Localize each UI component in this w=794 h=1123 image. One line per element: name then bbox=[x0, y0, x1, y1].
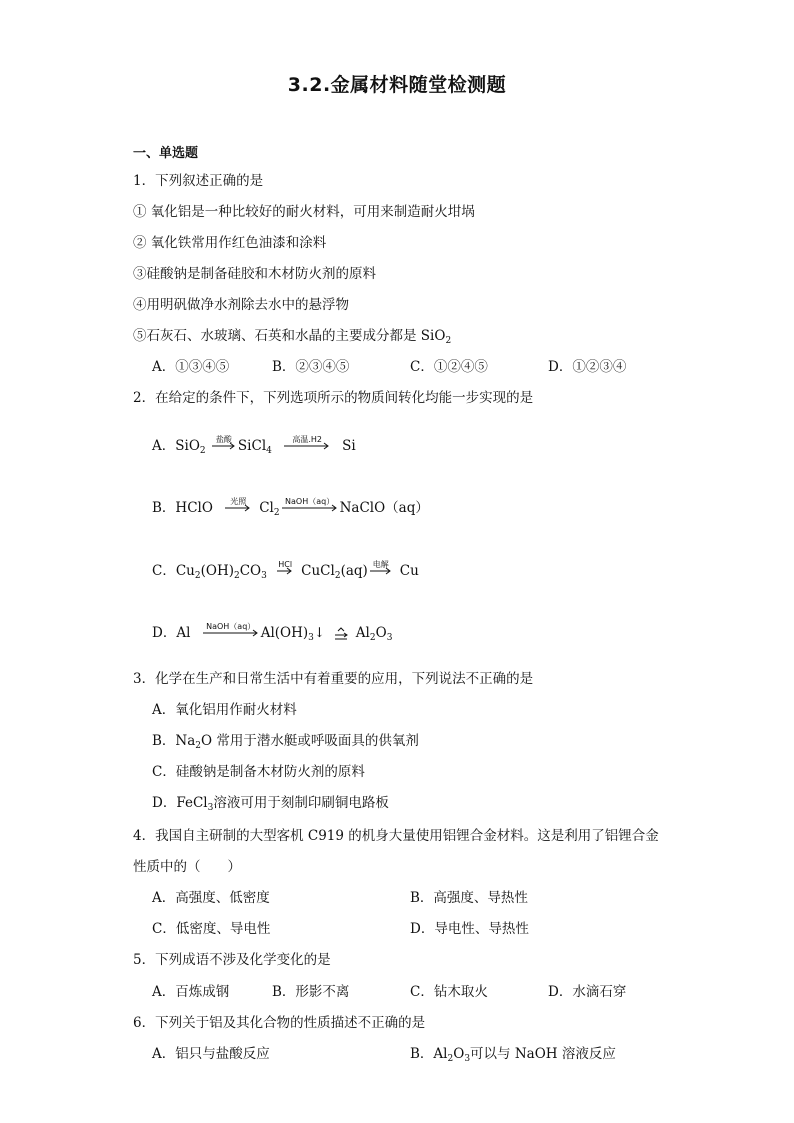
q2-c-sub-2: 2 bbox=[233, 571, 240, 581]
reaction-arrow bbox=[282, 497, 338, 512]
q2-b-product-2: NaClO（aq） bbox=[339, 500, 429, 516]
q4-stem-line-2: 性质中的（ ） bbox=[133, 859, 241, 875]
q2-d-precipitate: ↓ bbox=[313, 625, 326, 641]
q3-b-post: O 常用于潜水艇或呼吸面具的供氧剂 bbox=[201, 733, 419, 749]
q3-option-b bbox=[152, 731, 419, 751]
q3-d-pre: D．FeCl bbox=[152, 795, 208, 811]
q1-option-c: C．①②④⑤ bbox=[410, 359, 488, 375]
q1-option-d: D．①②③④ bbox=[548, 359, 627, 375]
q3-option-c: C．硅酸钠是制备木材防火剂的原料 bbox=[152, 764, 365, 780]
q6-stem: 6．下列关于铝及其化合物的性质描述不正确的是 bbox=[133, 1015, 426, 1031]
q1-s5-sub: 2 bbox=[445, 336, 452, 346]
q2-d-product-1-sub: 3 bbox=[308, 633, 314, 643]
q4-option-b: B．高强度、导热性 bbox=[410, 890, 528, 906]
q1-statement-2: ② 氧化铁常用作红色油漆和涂料 bbox=[133, 235, 327, 251]
q2-a-cond-1: 盐酸 bbox=[215, 435, 232, 444]
q2-c-reactant-c: CO bbox=[239, 563, 262, 579]
q4-stem-line-1: 4．我国自主研制的大型客机 C919 的机身大量使用铝锂合金材料。这是利用了铝锂合金 bbox=[133, 828, 659, 844]
q2-a-product-2: Si bbox=[342, 438, 356, 454]
q2-a-reactant-sub: 2 bbox=[199, 446, 206, 456]
q2-option-b bbox=[152, 498, 429, 518]
q6-b-post: 可以与 NaOH 溶液反应 bbox=[470, 1046, 616, 1062]
q2-c-product-1-state: (aq) bbox=[340, 563, 368, 579]
q4-option-a: A．高强度、低密度 bbox=[152, 890, 270, 906]
q5-stem: 5．下列成语不涉及化学变化的是 bbox=[133, 952, 331, 968]
reaction-arrow bbox=[212, 435, 236, 450]
q1-option-a: A．①③④⑤ bbox=[152, 359, 230, 375]
q3-option-d bbox=[152, 793, 389, 813]
q2-a-reactant: SiO bbox=[175, 438, 200, 454]
q1-option-b: B．②③④⑤ bbox=[272, 359, 350, 375]
q1-statement-5 bbox=[133, 326, 451, 346]
q1-statement-4: ④用明矾做净水剂除去水中的悬浮物 bbox=[133, 297, 349, 313]
q2-d-label: D． bbox=[152, 625, 177, 641]
q5-option-a: A．百炼成钢 bbox=[152, 984, 230, 1000]
q4-option-d: D．导电性、导热性 bbox=[410, 921, 529, 937]
q2-c-label: C． bbox=[152, 563, 176, 579]
q3-d-post: 溶液可用于刻制印刷铜电路板 bbox=[213, 795, 389, 811]
page-title: 3.2.金属材料随堂检测题 bbox=[287, 74, 507, 96]
q3-option-a: A．氧化铝用作耐火材料 bbox=[152, 702, 297, 718]
q2-b-label: B． bbox=[152, 500, 176, 516]
q2-c-reactant: Cu bbox=[175, 563, 195, 579]
q2-stem: 2．在给定的条件下，下列选项所示的物质间转化均能一步实现的是 bbox=[133, 390, 534, 406]
q2-b-product-1: Cl bbox=[259, 500, 274, 516]
q2-b-product-1-sub: 2 bbox=[273, 508, 280, 518]
q5-option-d: D．水滴石穿 bbox=[548, 984, 627, 1000]
q6-b-mid: O bbox=[453, 1046, 465, 1062]
q2-option-d bbox=[152, 623, 392, 643]
section-heading: 一、单选题 bbox=[133, 146, 199, 161]
q2-c-product-1: CuCl bbox=[301, 563, 335, 579]
q2-c-reactant-b: (OH) bbox=[200, 563, 234, 579]
q4-option-c: C．低密度、导电性 bbox=[152, 921, 271, 937]
q2-c-sub-1: 2 bbox=[194, 571, 201, 581]
reaction-arrow bbox=[284, 435, 330, 450]
q6-b-sub-2: 3 bbox=[464, 1054, 471, 1064]
q2-d-product-2-sub-2: 3 bbox=[386, 633, 393, 643]
q2-a-cond-2: 高温.H2 bbox=[292, 435, 322, 444]
q2-b-cond-1: 光照 bbox=[230, 497, 247, 506]
q3-b-pre: B．Na bbox=[152, 733, 196, 749]
q5-option-b: B．形影不离 bbox=[272, 984, 350, 1000]
q5-option-c: C．钻木取火 bbox=[410, 984, 488, 1000]
q6-b-pre: B．Al bbox=[410, 1046, 448, 1062]
q2-c-sub-3: 3 bbox=[261, 571, 267, 581]
q3-stem: 3．化学在生产和日常生活中有着重要的应用，下列说法不正确的是 bbox=[133, 671, 534, 687]
heat-arrow-icon bbox=[334, 627, 348, 641]
q2-d-cond-1: NaOH（aq） bbox=[206, 622, 256, 631]
q6-option-b bbox=[410, 1044, 616, 1064]
q2-c-product-1-sub: 2 bbox=[334, 571, 341, 581]
q2-d-product-2: Al bbox=[355, 625, 370, 641]
q2-option-c bbox=[152, 561, 419, 581]
q1-s5-text: ⑤石灰石、水玻璃、石英和水晶的主要成分都是 SiO bbox=[133, 328, 446, 344]
q3-b-sub: 2 bbox=[195, 741, 202, 751]
q1-stem: 1．下列叙述正确的是 bbox=[133, 173, 264, 189]
q6-option-a: A．铝只与盐酸反应 bbox=[152, 1046, 270, 1062]
q1-statement-1: ① 氧化铝是一种比较好的耐火材料，可用来制造耐火坩埚 bbox=[133, 204, 475, 220]
reaction-arrow bbox=[225, 497, 251, 512]
q2-a-product-1-sub: 4 bbox=[266, 446, 272, 456]
q2-c-cond-1: HCl bbox=[278, 560, 293, 569]
q2-a-product-1: SiCl bbox=[237, 438, 267, 454]
q1-statement-3: ③硅酸钠是制备硅胶和木材防火剂的原料 bbox=[133, 266, 376, 282]
q3-d-sub: 3 bbox=[207, 803, 214, 813]
q2-d-product-2-sub-1: 2 bbox=[369, 633, 376, 643]
q2-b-reactant: HClO bbox=[175, 500, 213, 516]
q2-b-cond-2: NaOH（aq） bbox=[285, 497, 335, 506]
reaction-arrow bbox=[277, 560, 293, 575]
q2-a-label: A． bbox=[152, 438, 176, 454]
q2-d-product-1: Al(OH) bbox=[260, 625, 309, 641]
q2-c-product-2: Cu bbox=[399, 563, 419, 579]
q2-c-cond-2: 电解 bbox=[372, 560, 389, 569]
q2-d-product-2-b: O bbox=[375, 625, 387, 641]
q2-option-a bbox=[152, 436, 356, 456]
reaction-arrow bbox=[203, 622, 259, 637]
reaction-arrow bbox=[370, 560, 392, 575]
q6-b-sub-1: 2 bbox=[447, 1054, 454, 1064]
q2-d-reactant: Al bbox=[176, 625, 191, 641]
